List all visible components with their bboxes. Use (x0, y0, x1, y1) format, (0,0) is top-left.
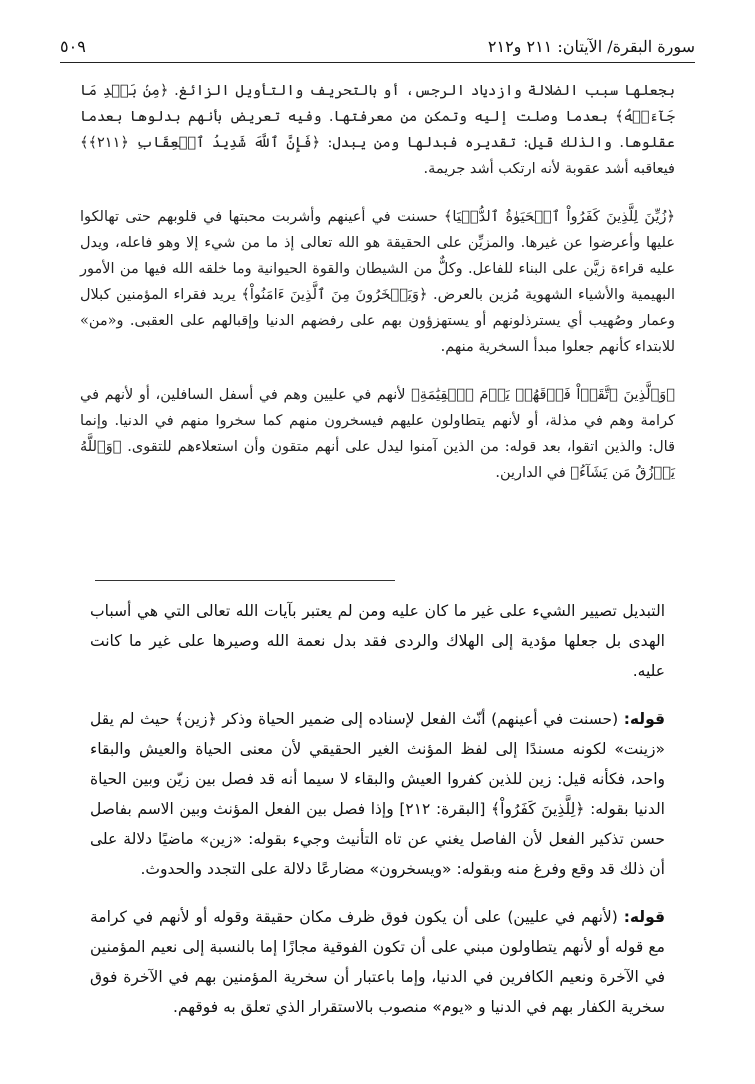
main-paragraph: ﴿وَٱلَّذِينَ ٱتَّقَوۡاْ فَوۡقَهُمۡ يَوۡمَ ٱلۡقِيَٰمَةِ﴾ لأنهم في عليين وهم في أسفل السافلين، أو لأنهم في كرامة وهم في مذلة، أو لأنهم يتطاولون عليهم فيسخرون منهم كما سخروا منهم في الدنيا. وإنما قال: والذين اتقوا، بعد قوله: من الذين آمنوا ليدل على أنهم متقون وأن استعلاءهم للتقوى. ﴿وَٱللَّهُ يَرۡزُقُ مَن يَشَآءُ﴾ في الدارين. (80, 387, 675, 481)
main-paragraph: ﴿زُيِّنَ لِلَّذِينَ كَفَرُواْ ٱلۡحَيَوٰةُ ٱلدُّنۡيَا﴾ حسنت في أعينهم وأشربت محبتها في قلوبهم حتى تهالكوا عليها وأعرضوا عن غيرها. والمزيِّن على الحقيقة هو الله تعالى إذ ما من شيء إلا وهو فاعله، ويدل عليه قراءة زيَّن على البناء للفاعل. وكلٌّ من الشيطان والقوة الحيوانية وما خلقه الله فيها من الأمور البهيمية والأشياء الشهوية مُزين بالعرض. ﴿وَيَسۡخَرُونَ مِنَ ٱلَّذِينَ ءَامَنُواْ﴾ يريد فقراء المؤمنين كبلال وعمار وصُهيب أي يسترذلونهم أو يستهزؤون بهم على رفضهم الدنيا وإقبالهم على العقبى. و«من» للابتداء كأنهم جعلوا مبدأ السخرية منهم. (80, 209, 675, 355)
commentary-body: (حسنت في أعينهم) أنّث الفعل لإسناده إلى ضمير الحياة وذكر ﴿زين﴾ حيث لم يقل «زينت» لكونه مسندًا إلى لفظ المؤنث الغير الحقيقي لأن معنى الحياة والعيش والبقاء واحد، فكأنه قيل: زين للذين كفروا العيش والبقاء لا سيما أنه قد فصل بين زيّن وبين الحياة الدنيا بقوله: ﴿لِلَّذِينَ كَفَرُواْ﴾ [البقرة: ٢١٢] وإذا فصل بين الفعل المؤنث وبين الاسم بفاصل حسن تذكير الفعل لأن الفاصل يغني عن تاه التأنيث وجيء بقوله: «زين» ماضيًا دلالة على أن ذلك قد وقع وفرغ منه وبقوله: «ويسخرون» مضارعًا دلالة على التجدد والحدوث. (90, 710, 665, 878)
footnote-divider (95, 580, 395, 581)
page-number: ٥٠٩ (60, 36, 86, 56)
commentary-text (90, 596, 665, 1040)
main-paragraph: بجعلها سبب الضلالة وازدياد الرجس، أو بالتحريف والتأويل الزائغ. ﴿مِنۢ بَعۡدِ مَا جَآءَتۡهُ﴾ بعدما وصلت إليه وتمكن من معرفتها. وفيه تعريض بأنهم بدلوها بعدما عقلوها. والذلك قيل: تقديره فبدلها ومن يبدل: ﴿فَإِنَّ ٱللَّهَ شَدِيدُ ٱلۡعِقَابِ ﴿٢١١﴾﴾ فيعاقبه أشد عقوبة لأنه ارتكب أشد جريمة. (80, 83, 675, 177)
commentary-label: قوله: (623, 710, 665, 728)
commentary-paragraph: التبديل تصيير الشيء على غير ما كان عليه ومن لم يعتبر بآيات الله تعالى التي هي أسباب الهدى بل جعلها مؤدية إلى الهلاك والردى فقد بدل نعمة الله وصيرها على غير ما كانت عليه. (90, 602, 665, 680)
running-title: سورة البقرة/ الآيتان: ٢١١ و٢١٢ (487, 36, 695, 56)
commentary-body: (لأنهم في عليين) على أن يكون فوق ظرف مكان حقيقة وقوله أو لأنهم في كرامة مع قوله أو لأنهم يتطاولون مبني على أن تكون الفوقية مجازًا إما بالنسبة إلى نعيم المؤمنين في الآخرة ونعيم الكافرين في الدنيا، وإما باعتبار أن سخرية المؤمنين بهم في الآخرة فوق سخرية الكفار بهم في الدنيا و «يوم» منصوب بالاستقرار الذي تعلق به فوقهم. (90, 908, 665, 1016)
commentary-label: قوله: (623, 908, 665, 926)
commentary-paragraph (90, 902, 665, 1022)
commentary-paragraph (90, 704, 665, 884)
page-header (60, 30, 695, 63)
main-text (80, 78, 675, 508)
